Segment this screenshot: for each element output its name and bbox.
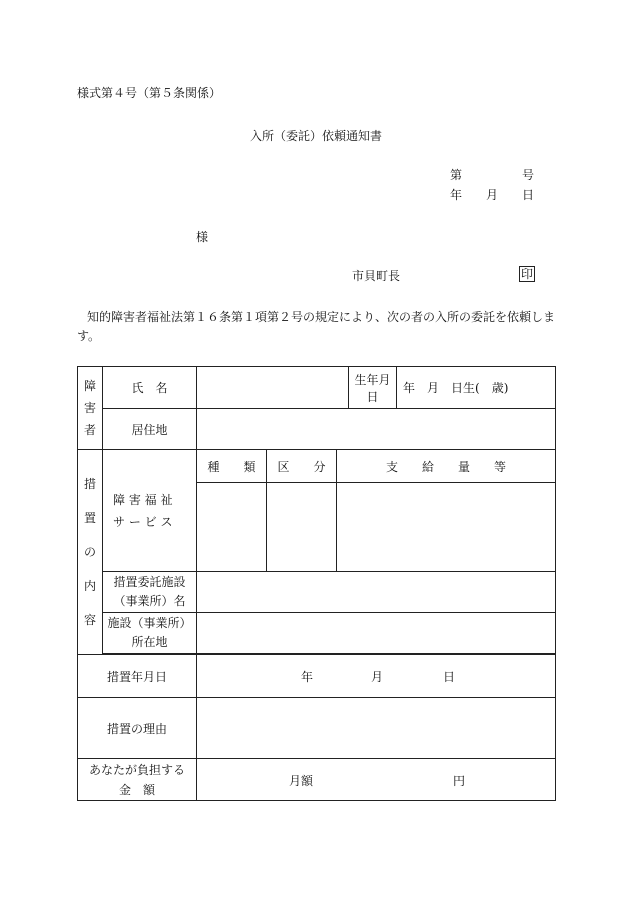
address-field[interactable] (197, 409, 556, 450)
facility-location-label (103, 613, 197, 654)
yen-label: 円 (453, 774, 466, 788)
welfare-service-label-line: サ ー ビ ス (113, 514, 173, 529)
measure-date-field[interactable] (197, 655, 556, 698)
measure-section-char: 容 (83, 613, 96, 627)
welfare-service-label (103, 450, 197, 572)
facility-name-label-line: 措置委託施設 (113, 575, 186, 589)
service-type-field[interactable] (197, 483, 267, 572)
monthly-label: 月額 (289, 774, 314, 788)
document-title: 入所（委託）依頼通知書 (250, 129, 383, 143)
sender-name: 市貝町長 (352, 269, 401, 283)
measure-section-char: 置 (83, 511, 96, 525)
form-number: 様式第４号（第５条関係） (77, 86, 222, 100)
facility-location-label-line: 所在地 (131, 635, 168, 649)
seal-mark (519, 266, 535, 282)
facility-name-label (103, 572, 197, 613)
date-day-label: 日 (522, 188, 535, 202)
date-year-label: 年 (450, 188, 463, 202)
birth-date-field[interactable]: 年 月 日生( 歳) (397, 367, 556, 409)
measure-section-char: 内 (83, 579, 96, 593)
person-section-char: 障 (83, 379, 96, 393)
person-section-char: 害 (83, 401, 96, 415)
form-table (77, 366, 556, 801)
facility-name-field[interactable] (197, 572, 556, 613)
seal-text: 印 (521, 267, 534, 281)
type-column-header: 種 類 (197, 450, 267, 483)
measure-reason-field[interactable] (197, 698, 556, 759)
number-prefix: 第 (450, 168, 463, 182)
birth-date-label: 生年月日 (349, 367, 397, 409)
service-amount-field[interactable] (337, 483, 556, 572)
measure-date-day: 日 (443, 670, 456, 684)
burden-amount-label (78, 759, 197, 801)
facility-name-label-line: （事業所）名 (113, 594, 186, 608)
measure-date-label: 措置年月日 (78, 655, 197, 698)
measure-reason-label: 措置の理由 (78, 698, 197, 759)
burden-amount-label-line: あなたが負担する (88, 762, 185, 777)
addressee-suffix: 様 (196, 230, 209, 244)
name-label: 氏 名 (103, 367, 197, 409)
category-column-header: 区 分 (267, 450, 337, 483)
service-category-field[interactable] (267, 483, 337, 572)
date-month-label: 月 (486, 188, 499, 202)
measure-section-char: の (83, 545, 96, 559)
address-label: 居住地 (103, 409, 197, 450)
measure-date-year: 年 (301, 670, 314, 684)
body-text-line-1: 知的障害者福祉法第１６条第１項第２号の規定により、次の者の入所の委託を依頼しま (87, 310, 556, 324)
burden-amount-label-line: 金 額 (118, 782, 155, 797)
name-field[interactable] (197, 367, 349, 409)
person-section-label (78, 367, 103, 450)
measure-section-label (78, 450, 103, 655)
welfare-service-label-line: 障 害 福 祉 (113, 492, 173, 507)
facility-location-field[interactable] (197, 613, 556, 654)
number-suffix: 号 (522, 168, 535, 182)
person-section-char: 者 (83, 423, 96, 437)
measure-section-char: 措 (83, 477, 96, 491)
body-text-line-2: す。 (77, 329, 101, 343)
measure-date-month: 月 (371, 670, 384, 684)
facility-location-label-line: 施設（事業所） (107, 616, 192, 630)
burden-amount-field[interactable] (197, 759, 556, 801)
amount-column-header: 支 給 量 等 (337, 450, 556, 483)
